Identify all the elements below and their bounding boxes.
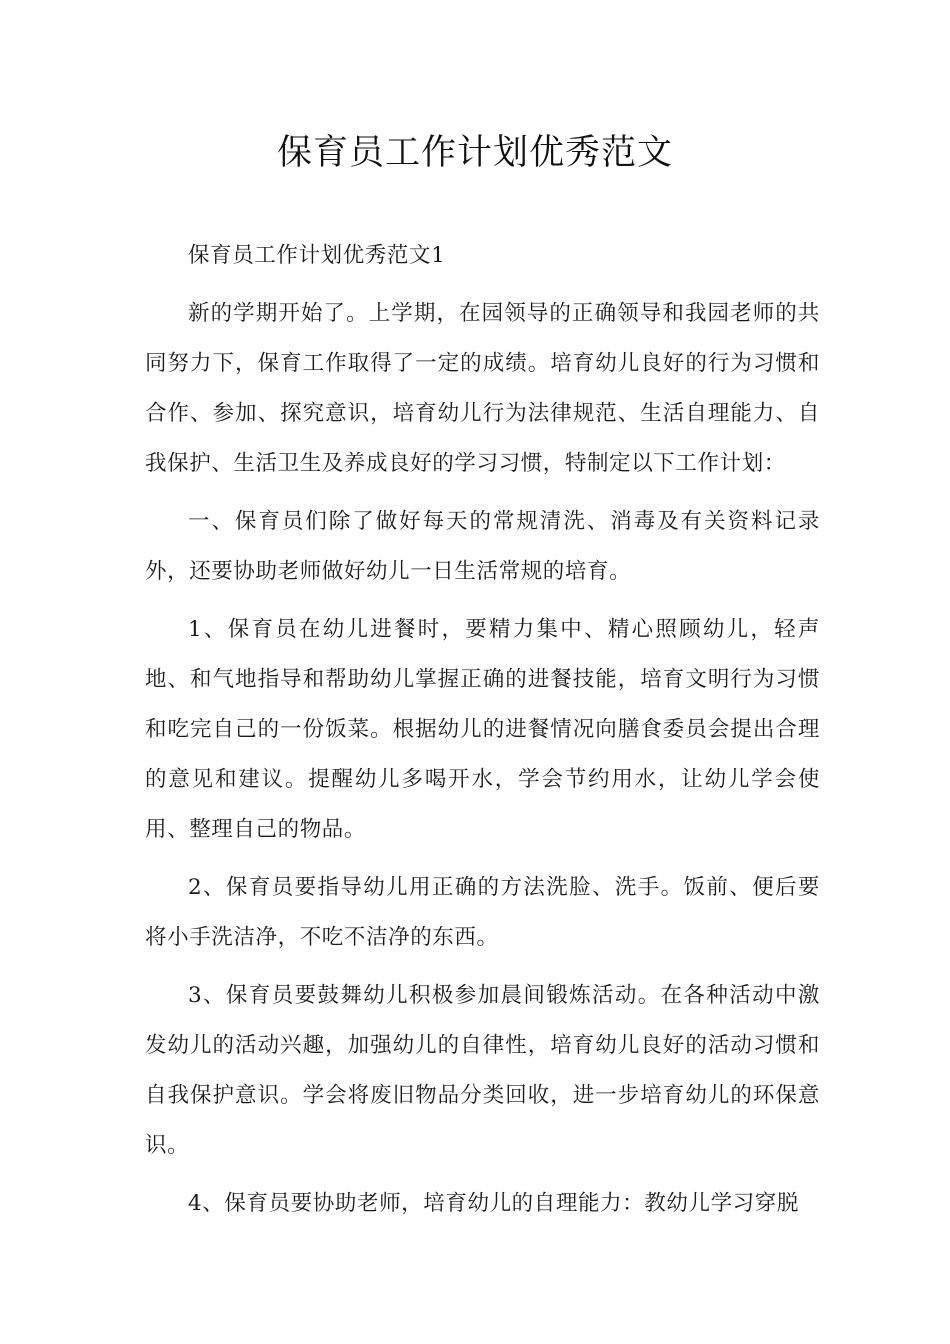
point-one-paragraph: 一、保育员们除了做好每天的常规清洗、消毒及有关资料记录外，还要协助老师做好幼儿一日生活常规的培育。 [145,509,820,584]
item-4-paragraph: 4、保育员要协助老师，培育幼儿的自理能力：教幼儿学习穿脱 [188,1191,799,1216]
item-1-paragraph: 1、保育员在幼儿进餐时，要精力集中、精心照顾幼儿，轻声地、和气地指导和帮助幼儿掌握正确的进餐技能，培育文明行为习惯和吃完自己的一份饭菜。根据幼儿的进餐情况向膳食委员会提出合理的意见和建议。提醒幼儿多喝开水，学会节约用水，让幼儿学会使用、整理自己的物品。 [145,617,820,842]
document-body [145,231,820,1237]
document-title: 保育员工作计划优秀范文 [276,133,673,173]
section-heading: 保育员工作计划优秀范文1 [188,243,446,268]
item-2-paragraph: 2、保育员要指导幼儿用正确的方法洗脸、洗手。饭前、便后要将小手洗洁净，不吃不洁净的东西。 [145,875,820,950]
intro-paragraph: 新的学期开始了。上学期，在园领导的正确领导和我园老师的共同努力下，保育工作取得了一定的成绩。培育幼儿良好的行为习惯和合作、参加、探究意识，培育幼儿行为法律规范、生活自理能力、自我保护、生活卫生及养成良好的学习习惯，特制定以下工作计划： [145,301,820,476]
item-3-paragraph: 3、保育员要鼓舞幼儿积极参加晨间锻炼活动。在各种活动中激发幼儿的活动兴趣，加强幼儿的自律性，培育幼儿良好的活动习惯和自我保护意识。学会将废旧物品分类回收，进一步培育幼儿的环保意识。 [145,983,820,1158]
